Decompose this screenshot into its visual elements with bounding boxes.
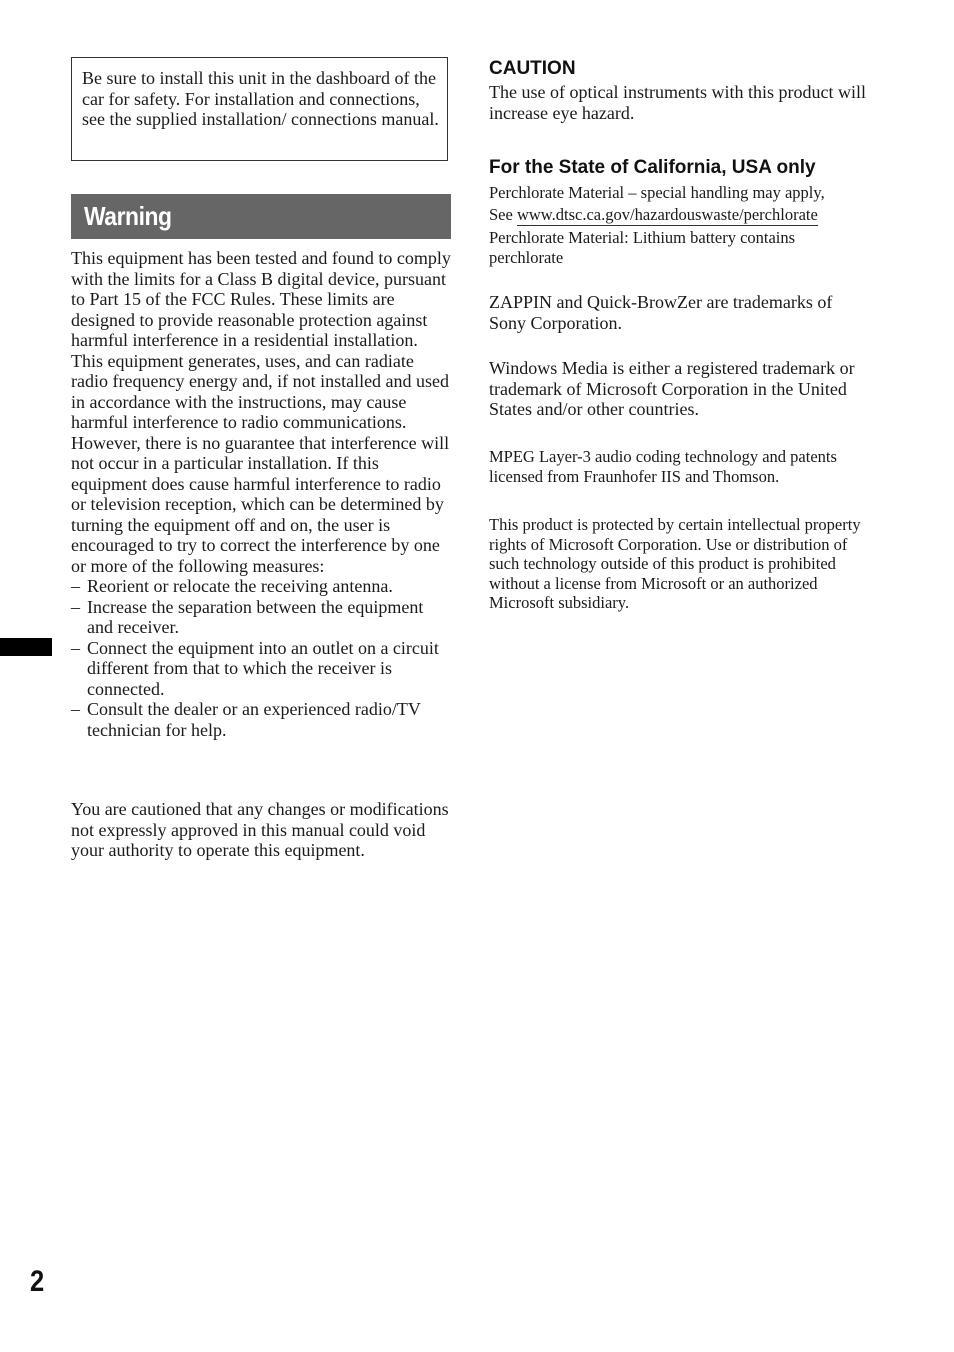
list-item [71, 699, 451, 740]
modification-caution [71, 799, 451, 861]
bullet-dash: – [71, 596, 80, 617]
perchlorate-handling-line: Perchlorate Material – special handling may apply, [489, 183, 825, 202]
fcc-statement [71, 248, 451, 740]
mpeg-license [489, 447, 869, 486]
modification-caution-text: You are cautioned that any changes or modifications not expressly approved in this manual could void your authority to operate this equipment. [71, 799, 449, 860]
perchlorate-battery-line: Perchlorate Material: Lithium battery contains perchlorate [489, 228, 796, 267]
measure-text: Consult the dealer or an experienced radio/TV technician for help. [87, 699, 421, 740]
bullet-dash: – [71, 699, 80, 719]
california-heading: For the State of California, USA only [489, 157, 816, 178]
warning-title: Warning [84, 201, 172, 231]
windows-media-text: Windows Media is either a registered trademark or trademark of Microsoft Corporation in the United States and/or other countries. [489, 358, 855, 419]
microsoft-ip-text: This product is protected by certain intellectual property rights of Microsoft Corporation. Use or distribution of such technology outside of this product is prohibited without a license from Microsoft or an authorized Microsoft subsidiary. [489, 515, 861, 612]
caution-heading: CAUTION [489, 58, 576, 79]
page-number: 2 [30, 1265, 45, 1298]
install-notice-text: Be sure to install this unit in the dashboard of the car for safety. For installation and connections, see the supplied installation/ connections manual. [82, 68, 439, 129]
install-notice-box [71, 57, 448, 161]
warning-header-bar [71, 194, 451, 239]
see-prefix: See [489, 205, 517, 224]
bullet-dash: – [71, 576, 80, 596]
perchlorate-see-line [489, 204, 869, 226]
list-item [71, 597, 451, 638]
zappin-trademark [489, 292, 869, 333]
measure-text: Connect the equipment into an outlet on a circuit different from that to which the receiver is connected. [87, 637, 439, 699]
zappin-trademark-text: ZAPPIN and Quick-BrowZer are trademarks of Sony Corporation. [489, 292, 833, 333]
california-section [489, 157, 869, 267]
mpeg-license-text: MPEG Layer-3 audio coding technology and patents licensed from Fraunhofer IIS and Thomson. [489, 447, 837, 486]
perchlorate-link[interactable]: www.dtsc.ca.gov/hazardouswaste/perchlorate [516, 205, 818, 224]
windows-media-trademark [489, 358, 869, 420]
list-item [71, 576, 451, 597]
section-tab-marker [0, 638, 52, 656]
fcc-paragraph: This equipment has been tested and found to comply with the limits for a Class B digital device, pursuant to Part 15 of the FCC Rules. These limits are designed to provide reasonable protection against harmful interference in a residential installation. This equipment generates, uses, and can radiate radio frequency energy and, if not installed and used in accordance with the instructions, may cause harmful interference to radio communications. However, there is no guarantee that interference will not occur in a particular installation. If this equipment does cause harmful interference to radio or television reception, which can be determined by turning the equipment off and on, the user is encouraged to try to correct the interference by one or more of the following measures: [71, 248, 451, 576]
microsoft-ip-notice [489, 515, 869, 613]
caution-text: The use of optical instruments with this product will increase eye hazard. [489, 82, 866, 123]
measure-text: Increase the separation between the equipment and receiver. [87, 596, 424, 637]
interference-measures-list [71, 576, 451, 740]
caution-section [489, 58, 869, 123]
list-item [71, 638, 451, 700]
measure-text: Reorient or relocate the receiving antenna. [87, 576, 393, 596]
bullet-dash: – [71, 637, 80, 658]
